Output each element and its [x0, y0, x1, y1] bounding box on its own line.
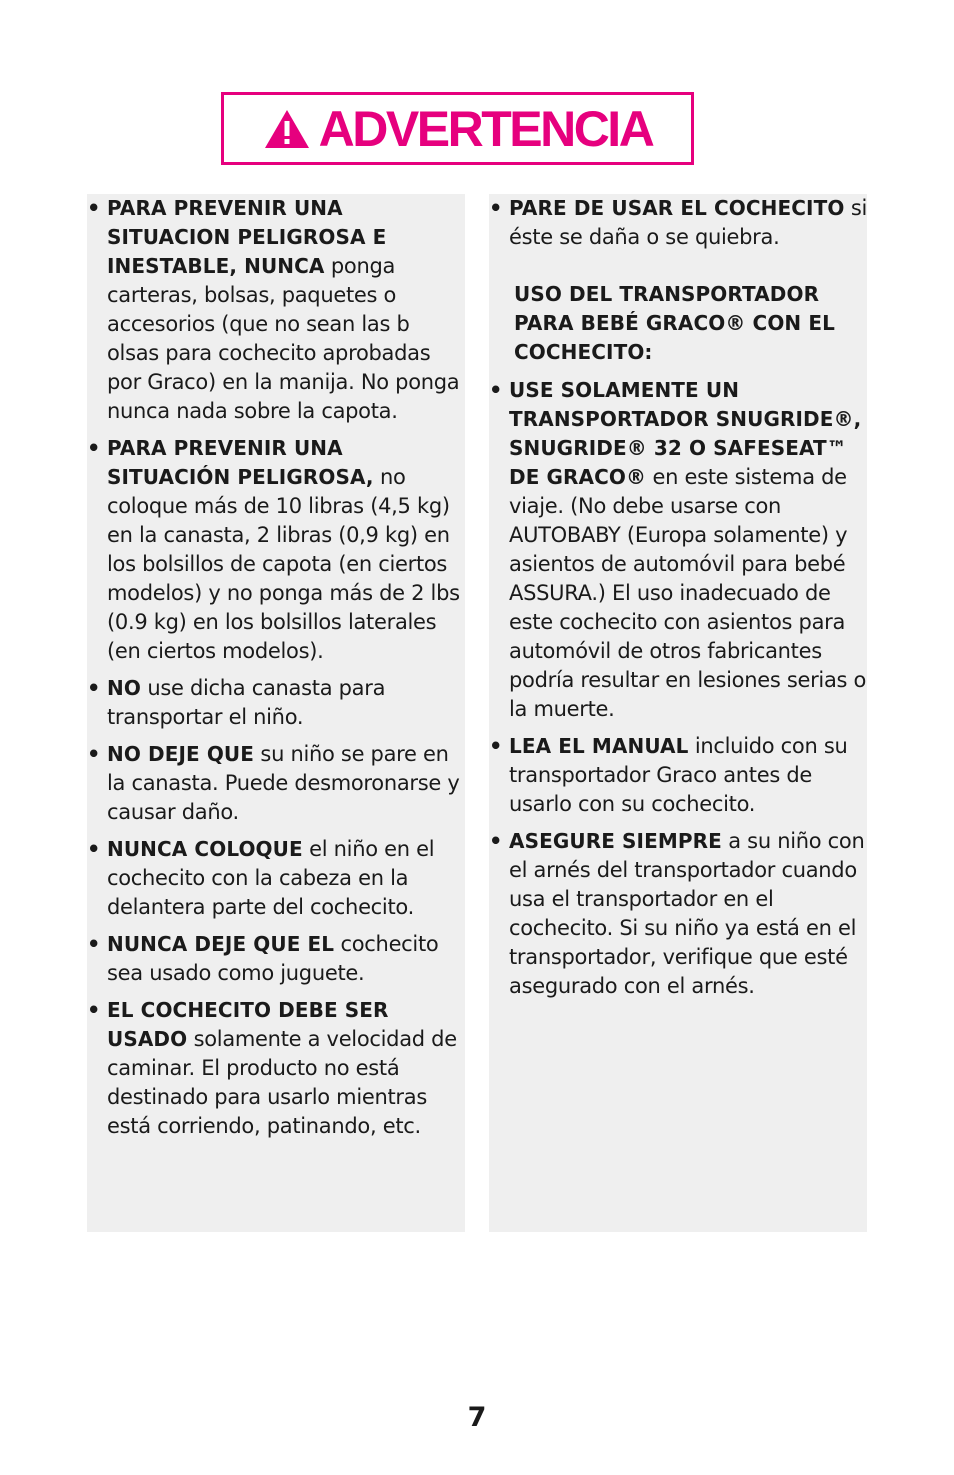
left-column — [87, 194, 465, 1232]
list-item — [87, 434, 465, 666]
bullet: • — [87, 742, 101, 766]
item-text: cochecito sea usado como juguete. — [107, 932, 439, 985]
item-bold: NO DEJE QUE — [107, 742, 255, 766]
bullet: • — [489, 734, 503, 758]
item-bold: NUNCA COLOQUE — [107, 837, 303, 861]
item-bold: PARE DE USAR EL COCHECITO — [509, 196, 845, 220]
item-bold: ASEGURE SIEMPRE — [509, 829, 722, 853]
item-bold: LEA EL MANUAL — [509, 734, 689, 758]
item-bold: USE SOLAMENTE UN TRANSPORTADOR SNUGRIDE®, SNUGRIDE® 32 O SAFESEAT™ DE GRACO® — [509, 378, 862, 489]
item-text: no coloque más de 10 libras (4,5 kg) en la canasta, 2 libras (0,9 kg) en los bolsillos de capota (en ciertos modelos) y no ponga más de 2 lbs (0.9 kg) en los bolsillos laterales (en ciertos modelos). — [107, 465, 460, 663]
list-item — [489, 732, 867, 819]
item-text: su niño se pare en la canasta. Puede desmoronarse y causar daño. — [107, 742, 460, 824]
warning-triangle-icon — [263, 108, 311, 150]
item-bold: PARA PREVENIR UNA SITUACIÓN PELIGROSA, — [107, 436, 374, 489]
bullet: • — [489, 196, 503, 220]
list-item — [87, 740, 465, 827]
bullet: • — [489, 829, 503, 853]
item-text: use dicha canasta para transportar el niño. — [107, 676, 386, 729]
item-bold: PARA PREVENIR UNA SITUACION PELIGROSA E INESTABLE, NUNCA — [107, 196, 387, 278]
carrier-warning-list — [489, 376, 867, 1001]
list-item — [87, 835, 465, 922]
list-item — [87, 674, 465, 732]
item-text: a su niño con el arnés del transportador cuando usa el transportador en el cochecito. Si su niño ya está en el transportador, verifique que esté asegurado con el arnés. — [509, 829, 865, 998]
section-heading: USO DEL TRANSPORTADOR PARA BEBÉ GRACO® CON EL COCHECITO: — [514, 282, 835, 364]
item-bold: NUNCA DEJE QUE EL — [107, 932, 335, 956]
item-text: ponga carteras, bolsas, paquetes o accesorios (que no sean las b olsas para cochecito aprobadas por Graco) en la manija. No ponga nunca nada sobre la capota. — [107, 254, 460, 423]
bullet: • — [87, 676, 101, 700]
bullet: • — [87, 837, 101, 861]
list-item — [489, 827, 867, 1001]
list-item — [489, 194, 867, 252]
item-bold: EL COCHECITO DEBE SER USADO — [107, 998, 389, 1051]
bullet: • — [87, 998, 101, 1022]
banner-title: ADVERTENCIA — [318, 100, 653, 157]
bullet: • — [87, 436, 101, 460]
item-bold: NO — [107, 676, 141, 700]
bullet: • — [87, 932, 101, 956]
list-item — [87, 930, 465, 988]
item-text: si éste se daña o se quiebra. — [509, 196, 867, 249]
bullet: • — [87, 196, 101, 220]
left-warning-list — [87, 194, 465, 1141]
right-warning-list — [489, 194, 867, 252]
page-number: 7 — [467, 1402, 487, 1433]
item-text: solamente a velocidad de caminar. El producto no está destinado para usarlo mientras está corriendo, patinando, etc. — [107, 1027, 457, 1138]
list-item — [87, 996, 465, 1141]
warning-banner — [221, 92, 694, 165]
bullet: • — [489, 378, 503, 402]
list-item — [489, 376, 867, 724]
item-text: el niño en el cochecito con la cabeza en la delantera parte del cochecito. — [107, 837, 435, 919]
right-column — [489, 194, 867, 1232]
item-text: en este sistema de viaje. (No debe usarse con AUTOBABY (Europa solamente) y asientos de automóvil para bebé ASSURA.) El uso inadecuado de este cochecito con asientos para automóvil de otros fabricantes podría resultar en lesiones serias o la muerte. — [509, 465, 867, 721]
item-text: incluido con su transportador Graco antes de usarlo con su cochecito. — [509, 734, 848, 816]
list-item — [87, 194, 465, 426]
